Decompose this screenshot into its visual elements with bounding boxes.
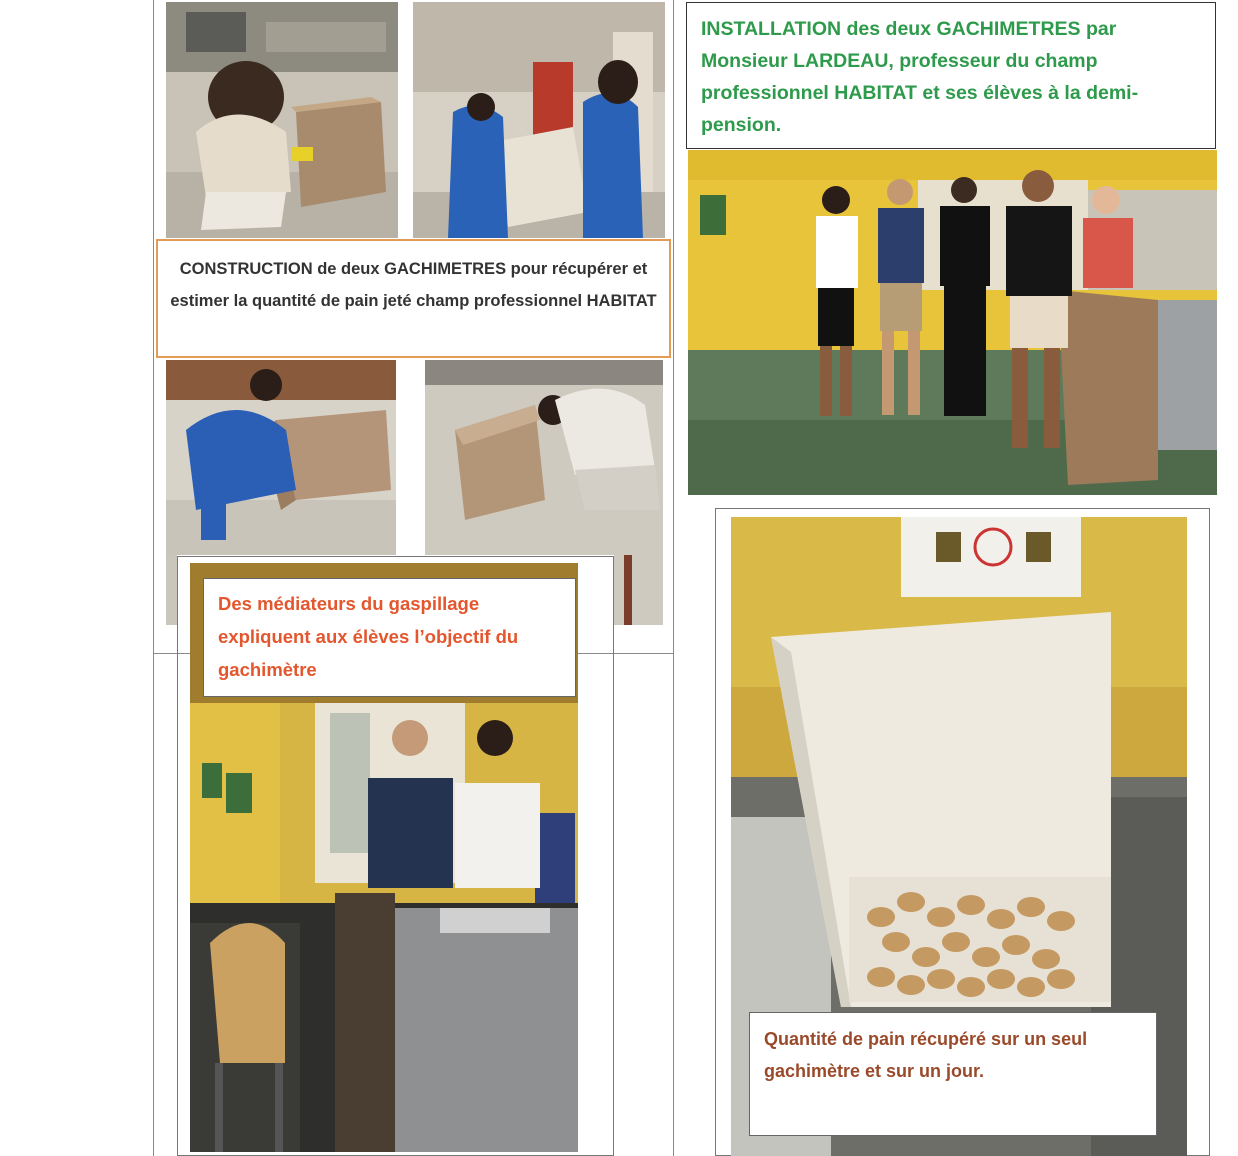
construction-photo-blue-coat-student: [166, 360, 396, 555]
installation-group-photo: [688, 150, 1217, 495]
construction-photo-extra-right: [614, 555, 663, 625]
installation-caption: [686, 2, 1216, 149]
bread-quantity-caption-text: Quantité de pain récupéré sur un seul gachimètre et sur un jour.: [764, 1029, 1088, 1081]
right-collage-divider: [673, 0, 674, 1156]
construction-photo-extra-left: [166, 555, 177, 625]
construction-photo-kneeling-student: [425, 360, 663, 555]
construction-caption-text: CONSTRUCTION de deux GACHIMETRES pour récupérer et estimer la quantité de pain jeté champ professionnel HABITAT: [170, 260, 657, 310]
bread-quantity-caption: [749, 1012, 1157, 1136]
mediators-caption-text: Des médiateurs du gaspillage expliquent aux élèves l’objectif du gachimètre: [218, 593, 519, 680]
construction-caption: [156, 239, 671, 358]
workshop-photo-students-blue-coats: [413, 2, 665, 238]
workshop-photo-student-drilling: [166, 2, 398, 238]
mediators-caption: [203, 578, 576, 697]
left-page-border: [153, 0, 154, 1156]
installation-caption-text: INSTALLATION des deux GACHIMETRES par Monsieur LARDEAU, professeur du champ professionnel HABITAT et ses élèves à la demi-pension.: [701, 18, 1139, 136]
